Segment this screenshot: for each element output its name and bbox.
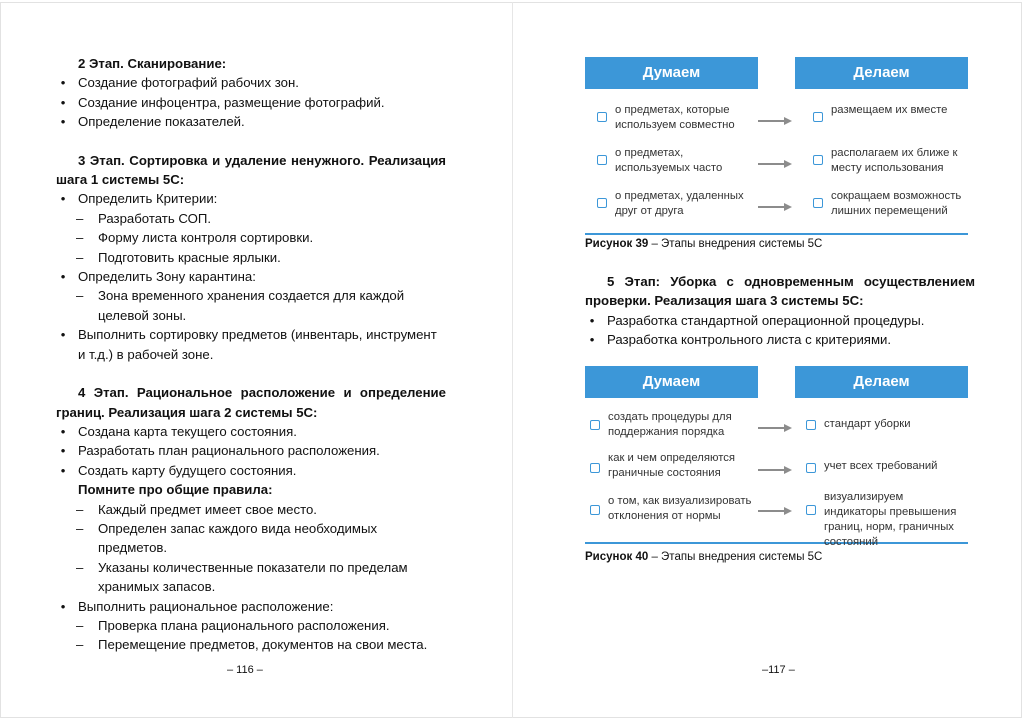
think-text: как и чем определяются граничные состояния (608, 452, 736, 479)
figure-body (585, 97, 968, 235)
dash-icon: – (76, 617, 84, 633)
bullet-icon: • (60, 598, 66, 614)
sub-list-item: – Указаны количественные показатели по пределам хранимых запасов. (76, 559, 408, 595)
bullet-icon: • (60, 114, 66, 130)
bullet-icon: • (60, 423, 66, 439)
checkbox-icon (813, 198, 823, 208)
think-text: о том, как визуализировать отклонения от нормы (608, 495, 752, 522)
list-item: • Определить Критерии: (56, 189, 446, 208)
arrow-right-icon (758, 202, 792, 212)
checkbox-icon (806, 420, 816, 430)
arrow-right-icon (758, 506, 792, 516)
think-text: создать процедуры для поддержания порядка (608, 411, 732, 438)
checkbox-icon (813, 155, 823, 165)
sub-list-item: – Каждый предмет имеет свое место. (56, 500, 446, 519)
checkbox-icon (813, 112, 823, 122)
caption-label: Рисунок 39 (585, 238, 649, 250)
checkbox-icon (590, 505, 600, 515)
rules-note: Помните про общие правила: (78, 482, 273, 498)
checkbox-icon (806, 505, 816, 515)
list-item: • Выполнить сортировку предметов (инвентарь, инструмент и т.д.) в рабочей зоне. (56, 325, 446, 364)
bullet-icon: • (589, 312, 595, 328)
caption-text: – Этапы внедрения системы 5С (648, 551, 823, 563)
left-page-text (56, 54, 446, 655)
page-number-right: –117 – (762, 664, 795, 676)
do-text: располагаем их ближе к месту использования (831, 147, 958, 174)
list-item: • Разработка контрольного листа с критериями. (585, 330, 975, 349)
checkbox-icon (590, 420, 600, 430)
do-text: размещаем их вместе (831, 104, 948, 116)
page-number-left: – 116 – (227, 664, 263, 676)
dash-icon: – (76, 249, 84, 265)
right-page-text (585, 272, 975, 350)
stage4-heading: 4 Этап. Рациональное расположение и определение границ. Реализация шага 2 системы 5С: (56, 385, 446, 420)
sub-list-item: – Определен запас каждого вида необходимых предметов. (76, 520, 378, 556)
checkbox-icon (597, 112, 607, 122)
think-text: о предметах, которые используем совместно (615, 104, 735, 131)
think-header: Думаем (585, 366, 758, 398)
bullet-icon: • (60, 94, 66, 110)
dash-icon: – (76, 520, 84, 536)
list-item: • Разработать план рационального расположения. (56, 441, 446, 460)
bullet-icon: • (60, 443, 66, 459)
stage2-heading: 2 Этап. Сканирование: (78, 56, 227, 71)
arrow-right-icon (758, 423, 792, 433)
figure-body (585, 406, 968, 548)
dash-icon: – (76, 637, 84, 653)
bullet-icon: • (60, 269, 66, 285)
figure-40-caption (585, 551, 822, 563)
think-text: о предметах, удаленных друг от друга (615, 190, 744, 217)
stage3-heading: 3 Этап. Сортировка и удаление ненужного. Реализация шага 1 системы 5С: (56, 152, 446, 188)
sub-list-item: – Форму листа контроля сортировки. (56, 228, 446, 247)
figure-40 (585, 366, 968, 548)
think-text: о предметах, используемых часто (615, 147, 723, 174)
bullet-icon: • (589, 332, 595, 348)
dash-icon: – (76, 559, 84, 575)
sub-list-item: – Подготовить красные ярлыки. (56, 248, 446, 267)
do-header: Делаем (795, 57, 968, 89)
figure-39 (585, 57, 968, 235)
bullet-icon: • (60, 327, 66, 343)
figure-39-caption (585, 238, 822, 250)
book-gutter (512, 2, 513, 718)
dash-icon: – (76, 230, 84, 246)
checkbox-icon (806, 463, 816, 473)
list-item: • Разработка стандартной операционной процедуры. (585, 311, 975, 330)
list-item: • Создать карту будущего состояния. (56, 461, 446, 480)
caption-label: Рисунок 40 (585, 551, 649, 563)
arrow-right-icon (758, 465, 792, 475)
do-text: стандарт уборки (824, 418, 911, 430)
bullet-icon: • (60, 462, 66, 478)
arrow-right-icon (758, 159, 792, 169)
do-text: визуализируем индикаторы превышения границ, норм, граничных состояний (824, 491, 957, 548)
do-header: Делаем (795, 366, 968, 398)
list-item: • Создание инфоцентра, размещение фотографий. (56, 93, 446, 112)
dash-icon: – (76, 210, 84, 226)
checkbox-icon (597, 155, 607, 165)
sub-list-item: – Проверка плана рационального расположения. (56, 616, 446, 635)
do-text: сокращаем возможность лишних перемещений (831, 190, 962, 217)
sub-list-item: – Перемещение предметов, документов на свои места. (56, 635, 446, 654)
list-item: • Определение показателей. (56, 112, 446, 131)
bullet-icon: • (60, 191, 66, 207)
stage5-heading: 5 Этап: Уборка с одновременным осуществлением проверки. Реализация шага 3 системы 5С: (585, 274, 975, 309)
do-text: учет всех требований (824, 460, 938, 472)
sub-list-item: – Разработать СОП. (56, 209, 446, 228)
checkbox-icon (590, 463, 600, 473)
list-item: • Выполнить рациональное расположение: (56, 597, 446, 616)
bullet-icon: • (60, 75, 66, 91)
sub-list-item: – Зона временного хранения создается для каждой целевой зоны. (76, 288, 405, 323)
arrow-right-icon (758, 116, 792, 126)
checkbox-icon (597, 198, 607, 208)
dash-icon: – (76, 501, 84, 517)
list-item: • Определить Зону карантина: (56, 267, 446, 286)
list-item: • Создана карта текущего состояния. (56, 422, 446, 441)
dash-icon: – (76, 288, 84, 304)
think-header: Думаем (585, 57, 758, 89)
caption-text: – Этапы внедрения системы 5С (648, 238, 823, 250)
list-item: • Создание фотографий рабочих зон. (56, 73, 446, 92)
